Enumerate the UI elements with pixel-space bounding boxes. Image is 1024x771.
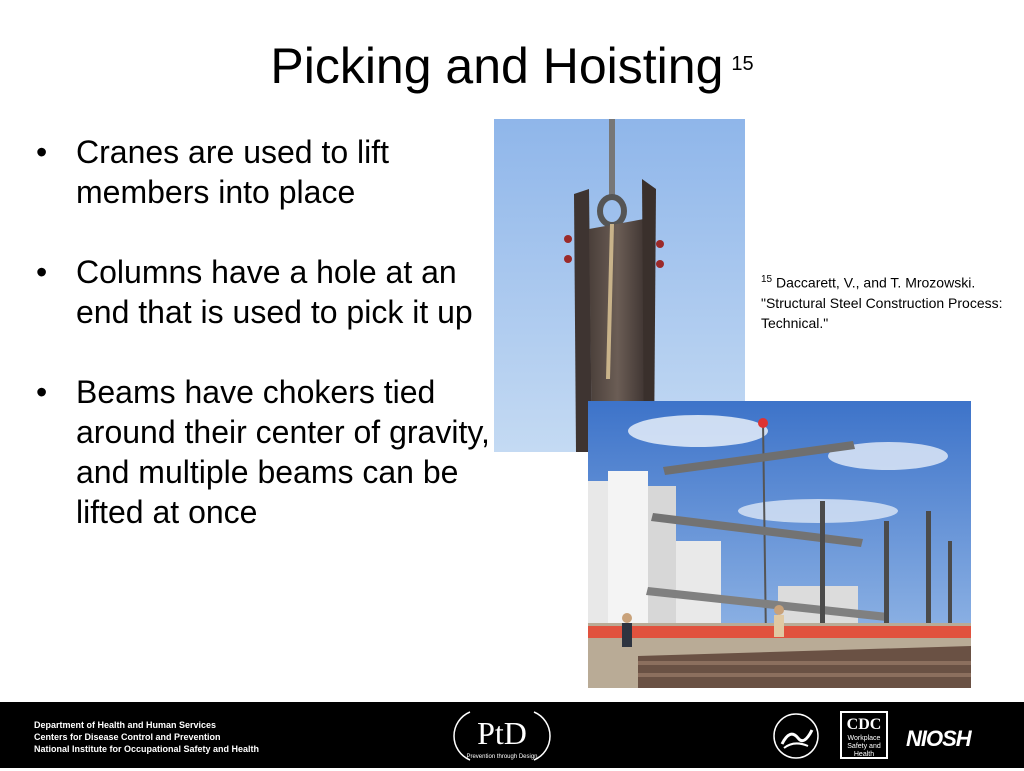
bullet-dot-icon: • xyxy=(36,374,48,410)
slide-title-text: Picking and Hoisting xyxy=(270,38,724,94)
niosh-logo: NIOSH xyxy=(906,726,971,751)
bullet-text: Beams have chokers tied around their center of gravity, and multiple beams can be lifted at once xyxy=(76,374,490,530)
title-footnote-ref: 15 xyxy=(731,53,754,75)
agency-line: National Institute for Occupational Safety and Health xyxy=(34,744,260,754)
ptd-logo-icon xyxy=(452,706,552,766)
slide-title xyxy=(0,36,1024,96)
bullet-dot-icon: • xyxy=(36,254,48,290)
bullet-text: Cranes are used to lift members into place xyxy=(76,134,390,210)
cdc-logo xyxy=(840,711,888,759)
citation-text: Daccarett, V., and T. Mrozowski. "Structural Steel Construction Process: Technical." xyxy=(761,274,1003,331)
citation-ref: 15 xyxy=(761,274,773,285)
agency-line: Centers for Disease Control and Prevention xyxy=(34,732,221,742)
cdc-sub-text: Safety and Health xyxy=(847,743,881,758)
cdc-sub-text: Workplace xyxy=(847,735,881,742)
bullet-item xyxy=(36,132,506,212)
bullet-list xyxy=(36,132,506,572)
bullet-dot-icon: • xyxy=(36,134,48,170)
agency-line: Department of Health and Human Services xyxy=(34,720,217,730)
ptd-logo-text: PtD xyxy=(477,715,527,751)
bullet-text: Columns have a hole at an end that is used to pick it up xyxy=(76,254,473,330)
citation xyxy=(761,270,1011,333)
ptd-tagline: Prevention through Design xyxy=(466,754,538,760)
cdc-logo-text: CDC xyxy=(846,716,882,733)
footer-bar xyxy=(0,702,1024,768)
hhs-seal-icon xyxy=(768,710,824,762)
agency-names xyxy=(34,719,259,755)
bullet-item xyxy=(36,252,506,332)
bullet-item xyxy=(36,372,506,532)
beam-lift-photo xyxy=(588,401,971,688)
